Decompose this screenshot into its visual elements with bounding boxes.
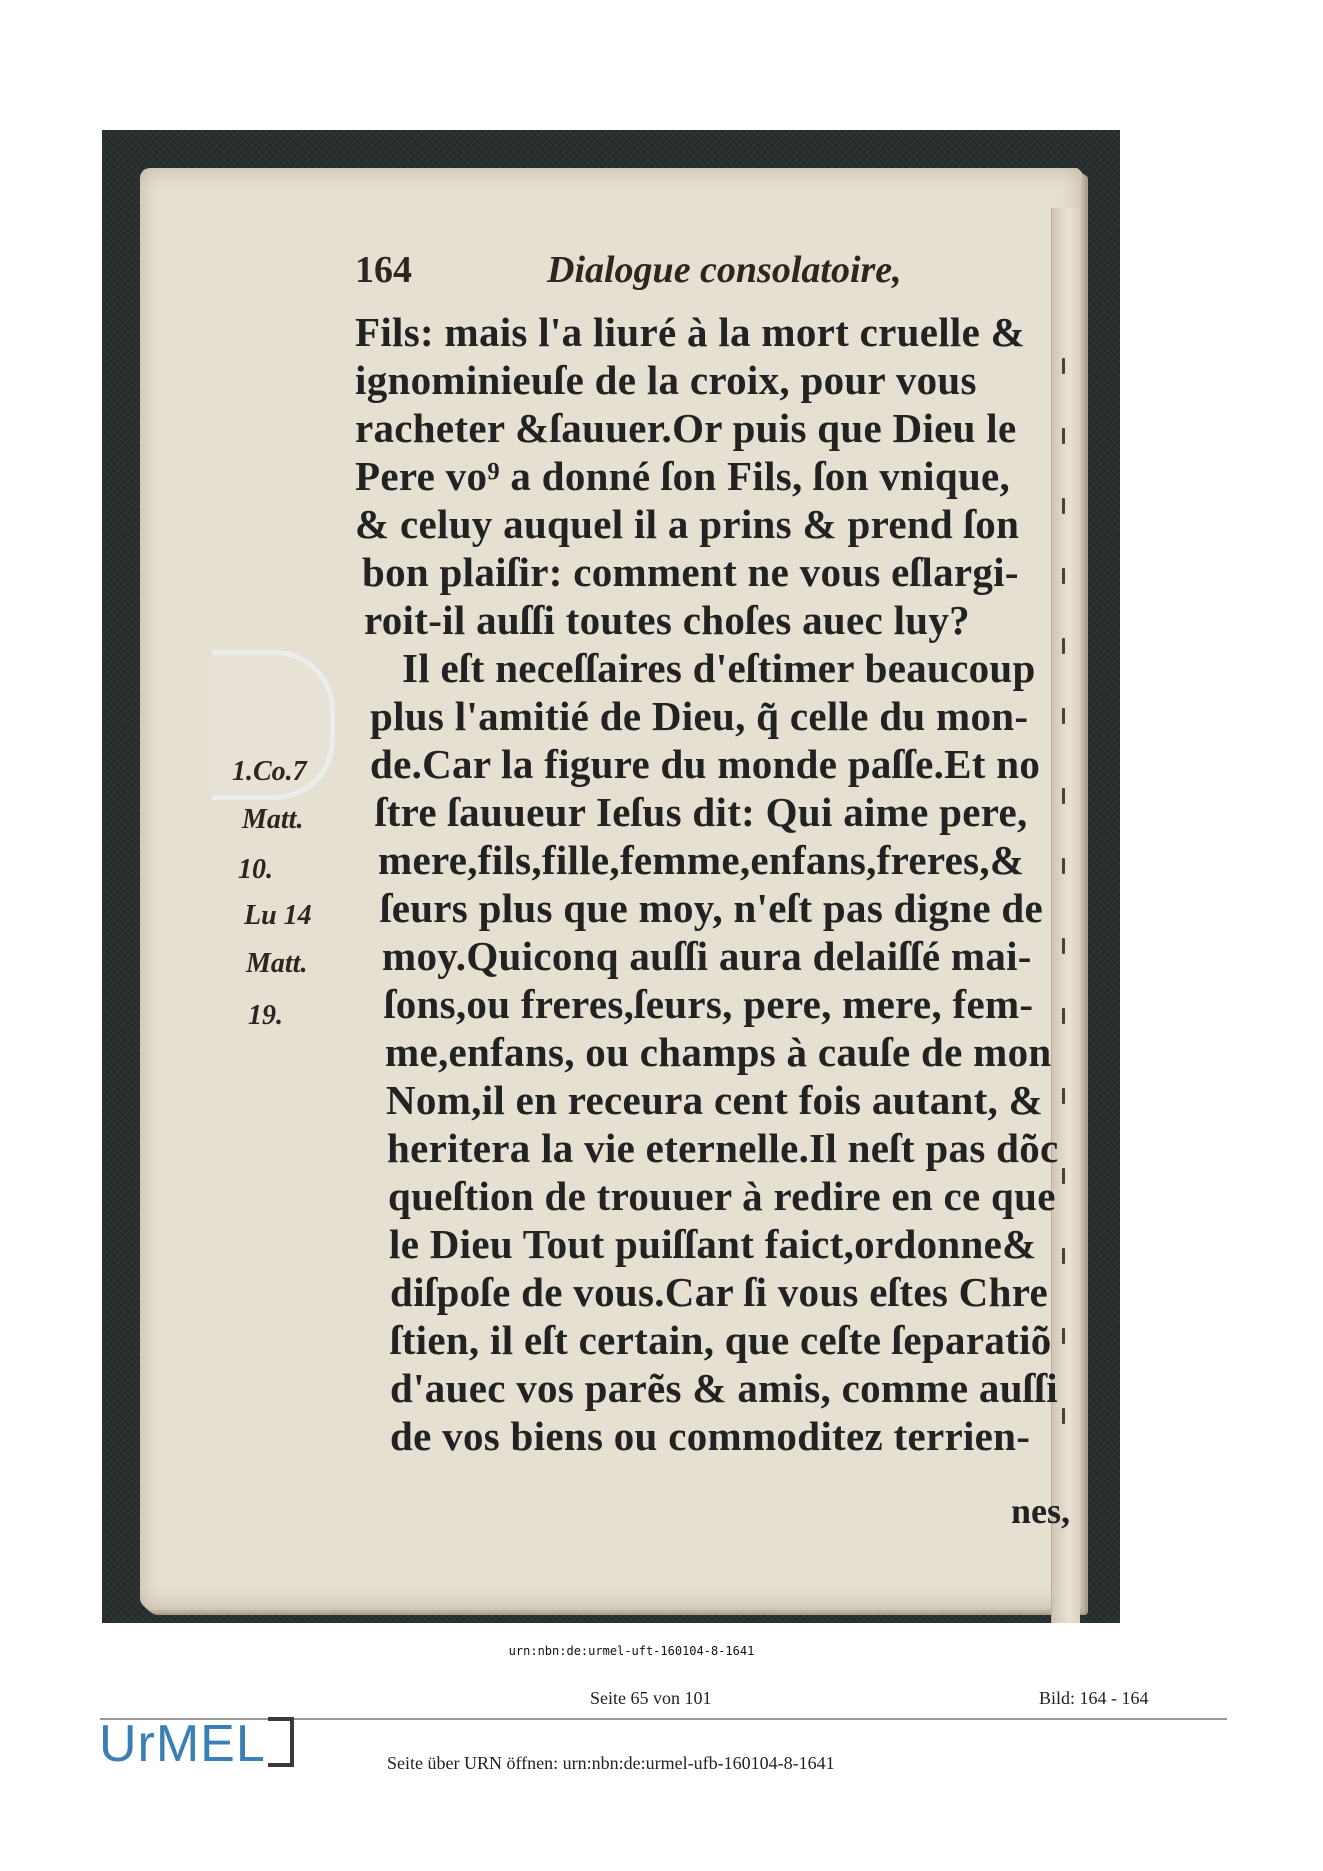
margin-note: Matt.	[242, 804, 304, 835]
urn-caption: urn:nbn:de:urmel-uft-160104-8-1641	[508, 1644, 755, 1658]
margin-note: 19.	[248, 1000, 283, 1031]
body-line: Il eſt neceſſaires d'eſtimer beaucoup	[402, 645, 1036, 691]
body-line: ſons,ou freres,ſeurs, pere, mere, fem-	[384, 981, 1034, 1027]
body-line: mere,fils,fille,femme,enfans,freres,&	[378, 837, 1025, 883]
margin-note: 10.	[238, 854, 273, 885]
body-line: Fils: mais l'a liuré à la mort cruelle &	[355, 309, 1026, 355]
image-range: Bild: 164 - 164	[1039, 1688, 1149, 1708]
scanned-book-image	[102, 130, 1120, 1623]
margin-note: Lu 14	[244, 900, 312, 931]
body-line: racheter &ſauuer.Or puis que Dieu le	[355, 405, 1017, 451]
body-line: de.Car la figure du monde paſſe.Et no	[370, 741, 1041, 787]
body-line: plus l'amitié de Dieu, q̃ celle du mon-	[370, 693, 1029, 739]
body-line: d'auec vos parẽs & amis, comme auſſi	[390, 1365, 1058, 1411]
body-line: & celuy auquel il a prins & prend ſon	[355, 501, 1020, 547]
body-line: ſtre ſauueur Ieſus dit: Qui aime pere,	[375, 789, 1028, 835]
body-line: ſeurs plus que moy, n'eſt pas digne de	[380, 885, 1043, 931]
running-title: Dialogue consolatoire,	[547, 249, 902, 291]
margin-notes	[102, 130, 362, 1623]
body-line: Nom,il en receura cent fois autant, &	[386, 1077, 1044, 1123]
body-line: ſtien, il eſt certain, que ceſte ſeparatiõ	[390, 1317, 1052, 1363]
logo-text: UrMEL	[99, 1715, 266, 1773]
margin-note: Matt.	[246, 948, 308, 979]
body-line: bon plaiſir: comment ne vous eſlargi-	[362, 549, 1019, 595]
body-line: me,enfans, ou champs à cauſe de mon	[385, 1029, 1052, 1075]
body-line: Pere vo⁹ a donné ſon Fils, ſon vnique,	[355, 453, 1011, 499]
body-line: ignominieuſe de la croix, pour vous	[355, 357, 977, 403]
body-line: heritera la vie eternelle.Il neſt pas dõc	[387, 1125, 1059, 1171]
open-urn-link[interactable]: Seite über URN öffnen: urn:nbn:de:urmel-ufb-160104-8-1641	[387, 1753, 835, 1773]
body-line: diſpoſe de vous.Car ſi vous eſtes Chre	[390, 1269, 1048, 1315]
logo-bracket-icon	[268, 1717, 294, 1767]
body-line: le Dieu Tout puiſſant faict,ordonne&	[389, 1221, 1037, 1267]
page-number: 164	[355, 249, 412, 291]
catchword: nes,	[1010, 1491, 1070, 1531]
margin-note: 1.Co.7	[232, 756, 307, 787]
body-line: roit-il auſſi toutes choſes auec luy?	[364, 597, 970, 643]
body-line: moy.Quiconq auſſi aura delaiſſé mai-	[382, 933, 1032, 979]
body-line: queſtion de trouuer à redire en ce que	[388, 1173, 1056, 1219]
body-line: de vos biens ou commoditez terrien-	[390, 1413, 1031, 1459]
page-count: Seite 65 von 101	[590, 1688, 712, 1708]
urmel-logo	[99, 1715, 294, 1774]
